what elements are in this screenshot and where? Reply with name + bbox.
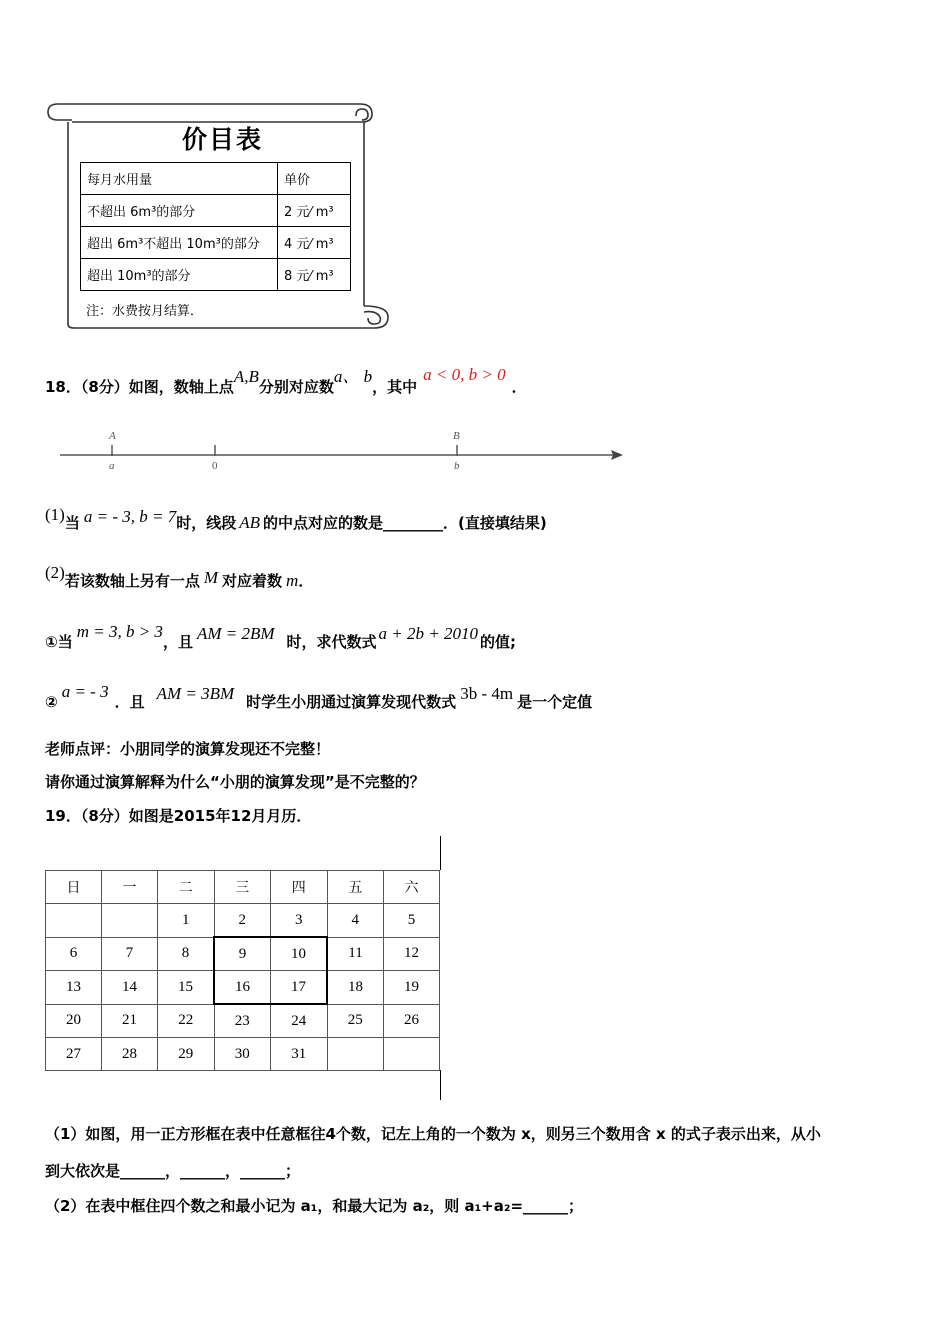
axis-tick-b: b	[454, 460, 460, 472]
date-cell: 13	[46, 971, 102, 1005]
date-cell: 18	[327, 971, 384, 1005]
q18-text: 若该数轴上另有一点	[64, 572, 200, 590]
q18-text: ，其中	[372, 378, 418, 396]
price-note: 注：水费按月结算．	[86, 304, 204, 319]
calendar-edge-line	[440, 1070, 441, 1100]
q18-part1	[45, 505, 547, 533]
table-row	[46, 971, 440, 1005]
q18-p1-num: (1)	[45, 505, 65, 524]
weekday-cell: 五	[327, 871, 384, 904]
q18-text: ．	[511, 378, 527, 396]
table-row	[46, 1004, 440, 1038]
q18-s1-math2: AM = 2BM	[196, 624, 275, 643]
header-unit-price: 单价	[278, 163, 351, 195]
date-cell: 15	[158, 971, 215, 1005]
date-cell: 4	[327, 904, 384, 938]
q18-s2-math1: a = - 3	[61, 682, 109, 701]
table-row	[81, 259, 351, 291]
axis-label-B: B	[453, 430, 460, 442]
weekday-cell: 日	[46, 871, 102, 904]
q18-text: 对应着数	[222, 572, 283, 590]
table-row	[81, 163, 351, 195]
table-row	[46, 904, 440, 938]
q18-sub1	[45, 622, 516, 652]
table-row	[46, 1038, 440, 1071]
q18-p2-num: (2)	[45, 563, 65, 582]
weekday-cell: 一	[102, 871, 158, 904]
q19-part1-line2: 到大依次是______，______，______；	[45, 1162, 301, 1180]
date-cell: 21	[102, 1004, 158, 1038]
date-cell	[327, 1038, 384, 1071]
date-cell-framed: 16	[214, 971, 271, 1005]
q18-text: 时，线段	[176, 514, 237, 532]
table-row	[46, 871, 440, 904]
date-cell: 5	[384, 904, 440, 938]
date-cell	[102, 904, 158, 938]
date-cell	[46, 904, 102, 938]
date-cell: 20	[46, 1004, 102, 1038]
weekday-cell: 六	[384, 871, 440, 904]
q18-text: 当	[64, 514, 80, 532]
q18-s2-expr: 3b - 4m	[460, 684, 514, 703]
q18-text: 时学生小朋通过演算发现代数式	[246, 693, 457, 711]
price-table	[80, 162, 351, 291]
q18-text: 时，求代数式	[286, 633, 377, 651]
date-cell: 31	[271, 1038, 328, 1071]
date-cell: 11	[327, 937, 384, 971]
q18-text: ．	[298, 572, 314, 590]
q18-text: ①当	[45, 633, 73, 651]
q18-s1-expr: a + 2b + 2010	[378, 624, 478, 643]
q18-text: 的中点对应的数是________．(直接填结果)	[263, 514, 547, 532]
date-cell: 14	[102, 971, 158, 1005]
q18-p1-math: a = - 3, b = 7	[83, 507, 177, 526]
header-usage: 每月水用量	[81, 163, 278, 195]
q18-text: ②	[45, 693, 58, 711]
axis-tick-a: a	[109, 460, 115, 472]
q18-text: 是一个定值	[517, 693, 593, 711]
axis-tick-0: 0	[212, 460, 218, 472]
date-cell: 24	[271, 1004, 328, 1038]
date-cell-framed: 9	[214, 937, 271, 971]
q18-text: ．且	[114, 693, 145, 711]
q18-s1-math1: m = 3, b > 3	[76, 622, 163, 641]
date-cell: 23	[214, 1004, 271, 1038]
table-row	[46, 937, 440, 971]
weekday-cell: 四	[271, 871, 328, 904]
q18-condition: a < 0, b > 0	[423, 365, 506, 384]
date-cell: 3	[271, 904, 328, 938]
date-cell: 8	[158, 937, 215, 971]
q18-p1-seg: AB	[239, 513, 260, 532]
q18-text: 18．（8分）如图，数轴上点	[45, 378, 234, 396]
date-cell: 22	[158, 1004, 215, 1038]
q18-text: 的值;	[479, 633, 516, 651]
price-cell: 4 元⁄ m³	[278, 227, 351, 259]
explain-prompt: 请你通过演算解释为什么“小朋的演算发现”是不完整的？	[45, 773, 425, 791]
date-cell-framed: 17	[271, 971, 328, 1005]
price-table-title: 价目表	[182, 125, 264, 154]
q18-points: A,B	[233, 367, 259, 386]
table-row	[81, 195, 351, 227]
q18-nums: a、 b	[333, 367, 373, 386]
date-cell: 19	[384, 971, 440, 1005]
usage-cell: 超出 10m³的部分	[81, 259, 278, 291]
axis-label-A: A	[109, 430, 116, 442]
date-cell: 12	[384, 937, 440, 971]
calendar-edge-line	[440, 836, 441, 870]
q18-s2-math2: AM = 3BM	[156, 684, 235, 703]
date-cell: 7	[102, 937, 158, 971]
price-cell: 2 元⁄ m³	[278, 195, 351, 227]
date-cell: 27	[46, 1038, 102, 1071]
q19-intro: 19．（8分）如图是2015年12月月历．	[45, 807, 312, 825]
table-row	[81, 227, 351, 259]
number-line	[55, 425, 635, 475]
date-cell: 26	[384, 1004, 440, 1038]
weekday-cell: 三	[214, 871, 271, 904]
date-cell: 2	[214, 904, 271, 938]
usage-cell: 不超出 6m³的部分	[81, 195, 278, 227]
date-cell: 28	[102, 1038, 158, 1071]
q18-text: 分别对应数	[258, 378, 334, 396]
q18-text: ，且	[162, 633, 193, 651]
q18-part2	[45, 563, 314, 591]
q19-part1-line1: （1）如图，用一正方形框在表中任意框往4个数，记左上角的一个数为 x，则另三个数用含 x 的式子表示出来，从小	[45, 1125, 821, 1143]
date-cell: 1	[158, 904, 215, 938]
teacher-comment: 老师点评：小朋同学的演算发现还不完整！	[45, 740, 331, 758]
date-cell: 25	[327, 1004, 384, 1038]
q19-part2: （2）在表中框住四个数之和最小记为 a₁，和最大记为 a₂，则 a₁+a₂=______；	[45, 1197, 584, 1215]
date-cell	[384, 1038, 440, 1071]
usage-cell: 超出 6m³不超出 10m³的部分	[81, 227, 278, 259]
q18-sub2	[45, 682, 593, 712]
price-cell: 8 元⁄ m³	[278, 259, 351, 291]
q18-p2-m: m	[286, 571, 299, 590]
weekday-cell: 二	[158, 871, 215, 904]
date-cell-framed: 10	[271, 937, 328, 971]
q18-p2-M: M	[203, 568, 219, 587]
date-cell: 6	[46, 937, 102, 971]
q18-intro	[45, 365, 527, 397]
date-cell: 30	[214, 1038, 271, 1071]
calendar-table	[45, 870, 440, 1071]
date-cell: 29	[158, 1038, 215, 1071]
